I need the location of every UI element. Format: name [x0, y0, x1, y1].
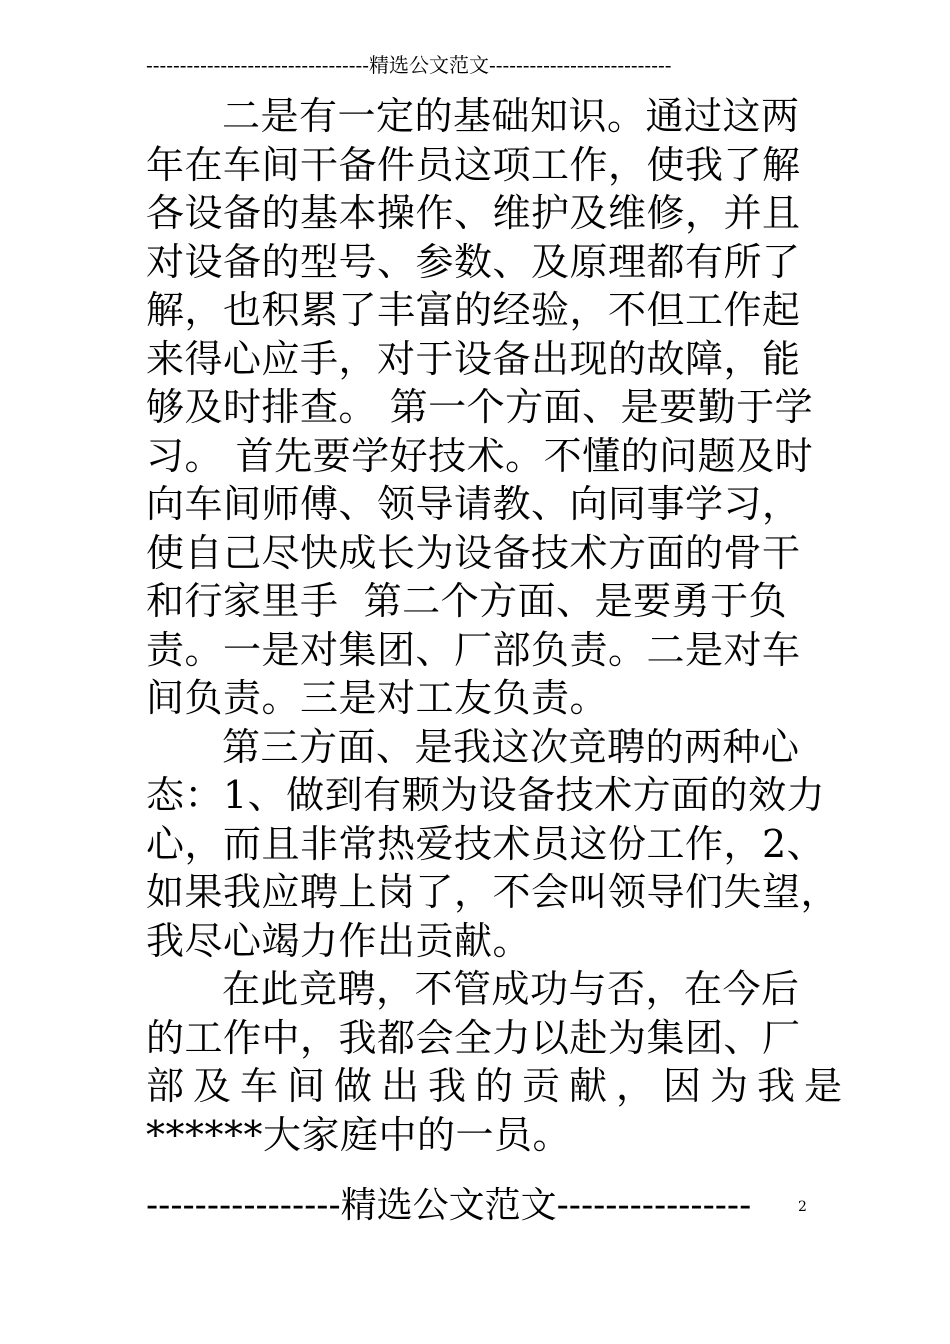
- text-line: 二是有一定的基础知识。通过这两: [222, 94, 800, 138]
- text-line: 在此竞聘，不管成功与否，在今后: [222, 967, 800, 1011]
- text-line: 各设备的基本操作、维护及维修，并且: [146, 191, 801, 235]
- text-line: 对设备的型号、参数、及原理都有所了: [146, 239, 801, 284]
- text-line: 部及车间做出我的贡献，因为我是: [146, 1064, 852, 1108]
- text-line: 如果我应聘上岗了，不会叫领导们失望，: [146, 870, 840, 914]
- page-number: 2: [798, 1199, 807, 1215]
- text-line: 习。 首先要学好技术。不懂的问题及时: [146, 433, 814, 478]
- text-line: 和行家里手 第二个方面、是要勇于负: [146, 579, 788, 623]
- document-body: [146, 92, 852, 1159]
- text-line: 我尽心竭力作出贡献。: [146, 918, 532, 963]
- paragraph-3: [146, 965, 852, 1159]
- text-line: 向车间师傅、领导请教、向同事学习，: [146, 482, 801, 526]
- text-line: 责。一是对集团、厂部负责。二是对车: [146, 627, 801, 672]
- text-line: 心，而且非常热爱技术员这份工作，2、: [146, 821, 826, 866]
- text-line: 间负责。三是对工友负责。: [146, 676, 609, 720]
- paragraph-2: [146, 723, 840, 966]
- text-line: 使自己尽快成长为设备技术方面的骨干: [146, 530, 801, 575]
- text-line: 的工作中，我都会全力以赴为集团、厂: [146, 1015, 801, 1060]
- text-line: 来得心应手，对于设备出现的故障，能: [146, 336, 801, 381]
- text-line: ******大家庭中的一员。: [146, 1112, 572, 1157]
- page-footer: ----------------精选公文范文----------------: [146, 1185, 752, 1226]
- text-line: 第三方面、是我这次竞聘的两种心: [222, 724, 800, 769]
- text-line: 年在车间干备件员这项工作，使我了解: [146, 142, 801, 187]
- paragraph-1: [146, 92, 818, 723]
- text-line: 解，也积累了丰富的经验，不但工作起: [146, 288, 801, 332]
- text-line: 够及时排查。 第一个方面、是要勤于学: [146, 385, 814, 429]
- text-line: 态：1、做到有颗为设备技术方面的效力: [146, 773, 826, 817]
- page-header: ---------------------------------精选公文范文---------------------------: [146, 53, 672, 77]
